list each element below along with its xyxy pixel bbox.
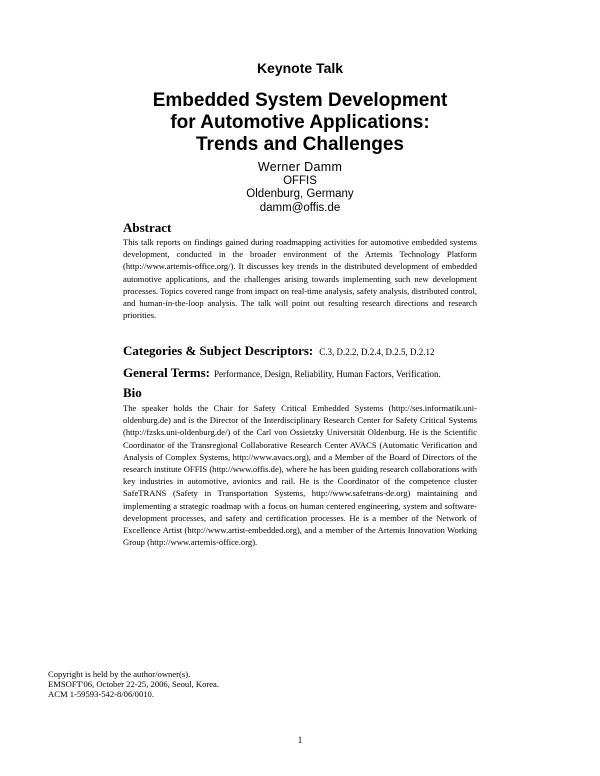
keynote-label: Keynote Talk	[256, 60, 344, 76]
copyright-notice	[48, 669, 219, 699]
title-line: Trends and Challenges	[196, 134, 404, 155]
abstract-heading: Abstract	[123, 220, 172, 235]
general-terms-heading: General Terms:	[123, 365, 211, 380]
bio-heading: Bio	[123, 385, 142, 400]
general-terms-value: Performance, Design, Reliability, Human Factors, Verification.	[214, 369, 441, 379]
bio-text: The speaker holds the Chair for Safety Critical Embedded Systems (http://ses.informatik.uni-oldenburg.de) and is the Director of the Interdisciplinary Research Center for Safety Critical Systems (http://fzsks.uni-oldenburg.de/) of the Carl von Ossietzky Universität Oldenburg. He is the Scientific Coordinator of the Transregional Collaborative Research Center AVACS (Automatic Verification and Analysis of Complex Systems, http://www.avacs.org), and a Member of the Board of Directors of the research institute OFFIS (http://www.offis.de), where he has been guiding research collaborations with key industries in automotive, avionics and rail. He is the Coordinator of the competence cluster SafeTRANS (Safety in Transportation Systems, http://www.safetrans-de.org) maintaining and implementing a strategic roadmap with a focus on human centered engineering, system and software-development processes, and safety and certification processes. He is a member of the Network of Excellence Artist (http://www.artist-embedded.org), and a member of the Artemis Innovation Working Group (http://www.artemis-office.org).	[123, 403, 477, 548]
author-location: Oldenburg, Germany	[246, 188, 354, 200]
title-line: for Automotive Applications:	[170, 112, 430, 133]
author-block	[0, 161, 600, 215]
page-number: 1	[297, 735, 303, 745]
author-affiliation: OFFIS	[283, 174, 317, 187]
title-line: Embedded System Development	[152, 90, 448, 111]
general-terms-section	[123, 364, 483, 382]
paper-title	[0, 90, 600, 156]
categories-heading: Categories & Subject Descriptors:	[123, 343, 314, 358]
copyright-line: Copyright is held by the author/owner(s).	[48, 669, 191, 679]
author-email: damm@offis.de	[259, 201, 341, 214]
abstract-text: This talk reports on findings gained during roadmapping activities for automotive embedded systems development, conducted in the broader environment of the Artemis Technology Platform (http://www.artemis-office.org/). It discusses key trends in the distributed development of embedded automotive applications, and the challenges arising towards implementing such new development processes. Topics covered range from impact on real-time analysis, safety analysis, distributed control, and human-in-the-loop analysis. The talk will point out resulting research directions and research priorities.	[123, 237, 477, 321]
acm-line: ACM 1-59593-542-8/06/0010.	[48, 689, 154, 699]
categories-value: C.3, D.2.2, D.2.4, D.2.5, D.2.12	[319, 347, 435, 357]
conference-line: EMSOFT'06, October 22-25, 2006, Seoul, Korea.	[48, 679, 220, 689]
author-name: Werner Damm	[257, 160, 343, 174]
categories-section	[123, 342, 483, 360]
